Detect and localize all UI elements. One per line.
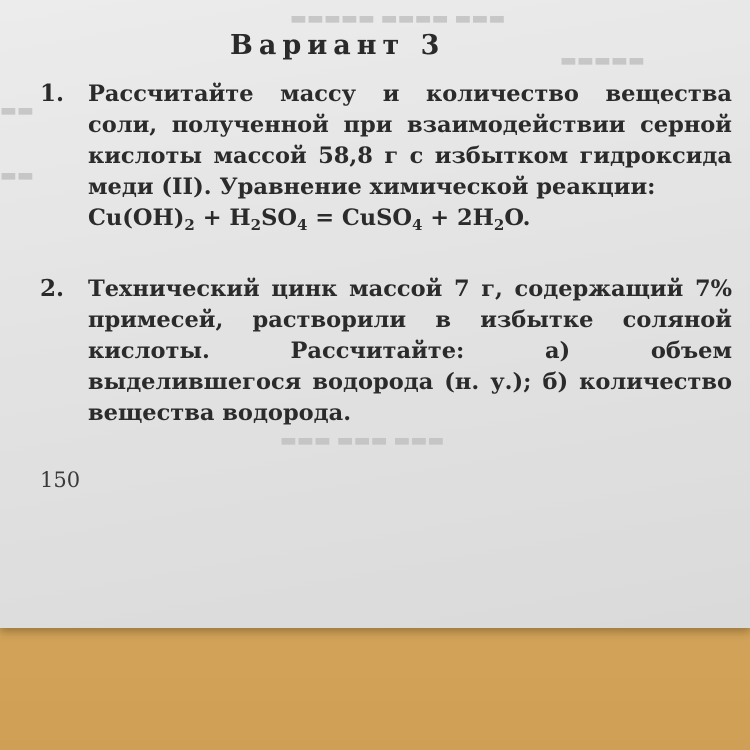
page-title: Вариант 3 xyxy=(230,30,446,61)
bleed-through-text: ▬▬▬ ▬▬▬ ▬▬▬ xyxy=(280,430,445,451)
task-2 xyxy=(88,274,732,429)
chemical-equation: $Cu(OH)_2 + H_2SO_4$ = CuSO$_4$ + $2H_2O$. xyxy=(88,205,531,234)
task-text: Технический цинк массой 7 г, содержащий 7% примесей, растворили в избытке соляной кислоты. Рассчитайте: а) объем выделившегося водорода (н. у.); б) количество вещества водорода. xyxy=(88,276,732,426)
page-number: 150 xyxy=(40,468,81,492)
task-number: 2. xyxy=(40,275,65,302)
task-text: Рассчитайте массу и количество вещества соли, полученной при взаимодействии серной кислоты массой 58,8 г с избытком гидроксида меди (II). Уравнение химической реакции: xyxy=(88,81,732,200)
bleed-through-text: ▬▬ xyxy=(0,165,35,186)
task-1 xyxy=(88,79,732,241)
bleed-through-text: ▬▬▬▬▬ xyxy=(560,50,646,71)
bleed-through-text: ▬▬▬ ▬▬▬▬ ▬▬▬▬▬ xyxy=(290,8,506,29)
task-number: 1. xyxy=(40,80,65,107)
bleed-through-text: ▬▬ xyxy=(0,100,35,121)
